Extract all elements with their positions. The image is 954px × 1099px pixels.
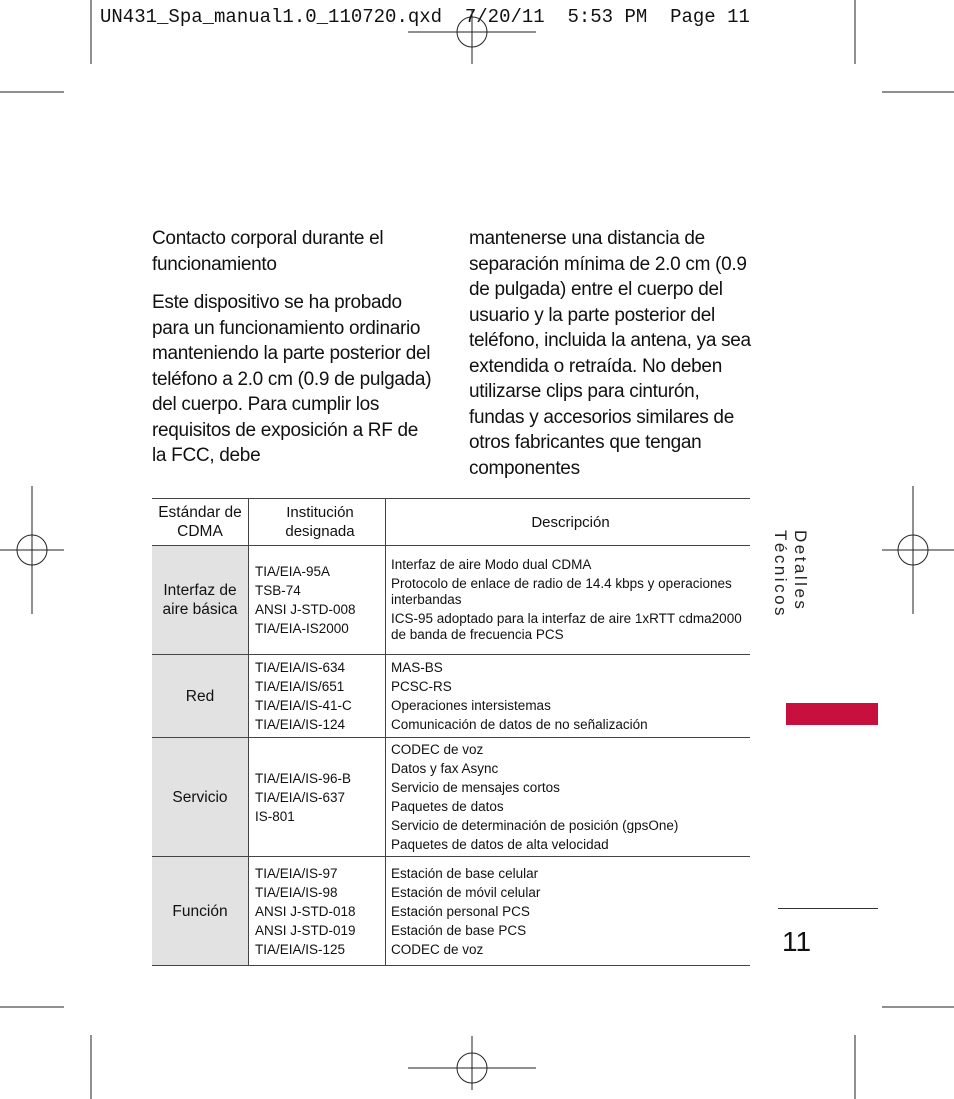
institution-cell: [249, 546, 386, 655]
table-row: [152, 546, 750, 655]
description-item: Estación de base PCS: [391, 922, 527, 938]
institution-item: TIA/EIA/IS-97: [255, 865, 338, 881]
institution-item: TIA/EIA-IS2000: [255, 621, 349, 636]
description-item: Interfaz de aire Modo dual CDMA: [391, 557, 592, 572]
description-item: MAS-BS: [391, 660, 443, 675]
institution-item: TIA/EIA/IS-124: [255, 717, 346, 732]
institution-item: TSB-74: [255, 583, 301, 598]
description-item: Estación de móvil celular: [391, 884, 541, 900]
description-item: Estación de base celular: [391, 865, 539, 881]
institution-item: TIA/EIA/IS/651: [255, 679, 345, 694]
description-item: Paquetes de datos de alta velocidad: [391, 837, 609, 852]
header-institution: Institución designada: [249, 499, 386, 546]
description-item: Estación personal PCS: [391, 903, 530, 919]
institution-item: TIA/EIA/IS-98: [255, 884, 338, 900]
description-item: PCSC-RS: [391, 679, 452, 694]
description-item: Datos y fax Async: [391, 761, 499, 776]
description-item: Comunicación de datos de no señalización: [391, 717, 648, 732]
table-row: [152, 857, 750, 966]
standard-cell: Función: [152, 857, 249, 966]
standard-cell: Interfaz de aire básica: [152, 546, 249, 655]
table-row: [152, 655, 750, 738]
institution-item: ANSI J-STD-008: [255, 602, 356, 617]
description-item: Protocolo de enlace de radio de 14.4 kbps y operaciones interbandas: [391, 576, 732, 607]
description-item: ICS-95 adoptado para la interfaz de aire 1xRTT cdma2000 de banda de frecuencia PCS: [391, 611, 742, 642]
standard-cell: Red: [152, 655, 249, 738]
description-item: Operaciones intersistemas: [391, 698, 551, 713]
print-slug: UN431_Spa_manual1.0_110720.qxd 7/20/11 5:53 PM Page 11: [100, 6, 750, 28]
description-cell: [386, 738, 751, 857]
standard-cell: Servicio: [152, 738, 249, 857]
description-cell: [386, 655, 751, 738]
description-item: CODEC de voz: [391, 941, 484, 957]
institution-cell: [249, 655, 386, 738]
description-item: CODEC de voz: [391, 742, 484, 757]
description-cell: [386, 546, 751, 655]
institution-item: ANSI J-STD-019: [255, 922, 356, 938]
page-number-rule: [778, 908, 878, 909]
chapter-tab-label: Detalles Técnicos: [771, 530, 810, 619]
header-standard: Estándar de CDMA: [152, 499, 249, 546]
institution-item: IS-801: [255, 808, 295, 824]
body-text-left: Este dispositivo se ha probado para un funcionamiento ordinario manteniendo la parte posterior del teléfono a 2.0 cm (0.9 de pulgada) del cuerpo. Para cumplir los requisitos de exposición a RF de la FCC, debe: [152, 292, 432, 466]
institution-cell: [249, 738, 386, 857]
institution-item: TIA/EIA/IS-96-B: [255, 770, 352, 786]
institution-cell: [249, 857, 386, 966]
institution-item: ANSI J-STD-018: [255, 903, 356, 919]
institution-item: TIA/EIA/IS-634: [255, 660, 346, 675]
description-item: Paquetes de datos: [391, 799, 504, 814]
cdma-standards-table: [152, 498, 750, 966]
institution-item: TIA/EIA/IS-41-C: [255, 698, 352, 713]
description-cell: [386, 857, 751, 966]
institution-item: TIA/EIA/IS-637: [255, 789, 346, 805]
institution-item: TIA/EIA/IS-125: [255, 941, 346, 957]
body-text-right: mantenerse una distancia de separación mínima de 2.0 cm (0.9 de pulgada) entre el cuerpo del usuario y la parte posterior del teléfono, incluida la antena, ya sea extendida o retraída. No deben utilizarse clips para cinturón, fundas y accesorios similares de otros fabricantes que tengan componentes: [469, 228, 751, 479]
description-item: Servicio de mensajes cortos: [391, 780, 560, 795]
description-item: Servicio de determinación de posición (gpsOne): [391, 818, 679, 833]
section-heading: Contacto corporal durante el funcionamiento: [152, 228, 384, 275]
institution-item: TIA/EIA-95A: [255, 564, 331, 579]
table-header-row: [152, 499, 750, 546]
header-description: Descripción: [386, 499, 751, 546]
page-number: 11: [782, 926, 812, 957]
table-row: [152, 738, 750, 857]
chapter-accent-bar: [786, 703, 878, 725]
